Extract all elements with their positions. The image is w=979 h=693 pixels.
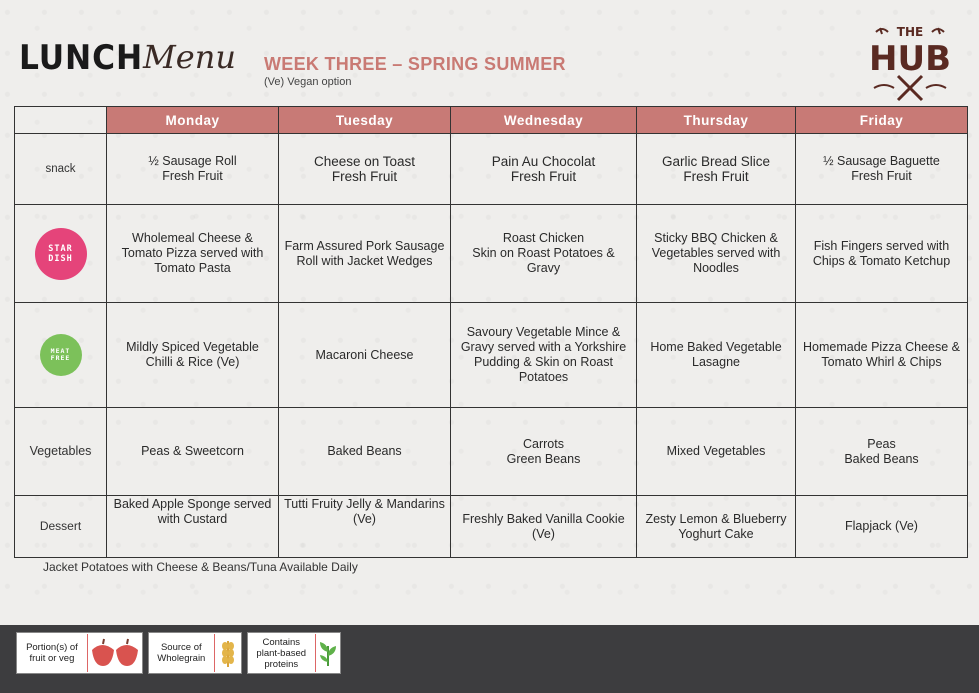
vegan-note: (Ve) Vegan option xyxy=(264,76,352,88)
jacket-potato-note: Jacket Potatoes with Cheese & Beans/Tuna Available Daily xyxy=(43,560,358,574)
meat-free-row xyxy=(15,303,968,408)
star-dish-row xyxy=(15,205,968,303)
snack-monday xyxy=(107,134,279,205)
cell-text: Cheese on Toast Fresh Fruit xyxy=(313,154,416,184)
snack-row xyxy=(15,134,968,205)
week-title: WEEK THREE – SPRING SUMMER xyxy=(264,54,566,74)
day-thursday: Thursday xyxy=(637,107,796,134)
star-thursday: Sticky BBQ Chicken & Vegetables served with Noodles xyxy=(637,205,796,303)
star-dish-badge xyxy=(35,228,87,280)
cell-text: ½ Sausage Baguette Fresh Fruit xyxy=(823,154,940,183)
day-header-row xyxy=(15,107,968,134)
dessert-thursday: Zesty Lemon & Blueberry Yoghurt Cake xyxy=(637,496,796,558)
key-plant-protein xyxy=(247,632,341,674)
day-tuesday: Tuesday xyxy=(279,107,451,134)
star-wednesday xyxy=(451,205,637,303)
meatfree-wednesday: Savoury Vegetable Mince & Gravy served with a Yorkshire Pudding & Skin on Roast Potatoes xyxy=(451,303,637,408)
key-label: Contains plant-based proteins xyxy=(256,636,307,670)
row-label-snack: snack xyxy=(15,134,107,205)
cell-text: Carrots Green Beans xyxy=(506,436,581,466)
vegetables-row xyxy=(15,408,968,496)
corner-cell xyxy=(15,107,107,134)
lunch-title: LUNCH xyxy=(19,38,144,78)
bottom-band xyxy=(0,625,979,693)
day-friday: Friday xyxy=(796,107,968,134)
svg-text:HUB: HUB xyxy=(869,39,951,79)
veg-friday xyxy=(796,408,968,496)
cell-text: Peas Baked Beans xyxy=(844,436,919,466)
dessert-friday: Flapjack (Ve) xyxy=(796,496,968,558)
meatfree-monday: Mildly Spiced Vegetable Chilli & Rice (Ve) xyxy=(107,303,279,408)
the-hub-logo xyxy=(866,18,954,106)
apple-icon xyxy=(87,634,142,672)
key-fruit-veg xyxy=(16,632,143,674)
key-label: Portion(s) of fruit or veg xyxy=(26,642,78,664)
leaf-icon xyxy=(315,634,340,672)
row-label-dessert: Dessert xyxy=(15,496,107,558)
cell-text: Roast Chicken Skin on Roast Potatoes & Gravy xyxy=(472,231,615,275)
snack-tuesday xyxy=(279,134,451,205)
veg-wednesday xyxy=(451,408,637,496)
meatfree-thursday: Home Baked Vegetable Lasagne xyxy=(637,303,796,408)
star-tuesday: Farm Assured Pork Sausage Roll with Jacket Wedges xyxy=(279,205,451,303)
veg-thursday: Mixed Vegetables xyxy=(637,408,796,496)
dessert-wednesday: Freshly Baked Vanilla Cookie (Ve) xyxy=(451,496,637,558)
dessert-tuesday: Tutti Fruity Jelly & Mandarins (Ve) xyxy=(279,496,451,558)
row-label-meat-free xyxy=(15,303,107,408)
badge-text: MEAT FREE xyxy=(50,347,71,362)
meatfree-tuesday: Macaroni Cheese xyxy=(279,303,451,408)
key-label: Source of Wholegrain xyxy=(157,642,206,664)
meatfree-friday: Homemade Pizza Cheese & Tomato Whirl & Chips xyxy=(796,303,968,408)
row-label-vegetables: Vegetables xyxy=(15,408,107,496)
cell-text: Garlic Bread Slice Fresh Fruit xyxy=(661,154,771,184)
veg-tuesday: Baked Beans xyxy=(279,408,451,496)
cell-text: Pain Au Chocolat Fresh Fruit xyxy=(491,154,596,184)
star-friday: Fish Fingers served with Chips & Tomato Ketchup xyxy=(796,205,968,303)
menu-table xyxy=(14,106,968,558)
dessert-row xyxy=(15,496,968,558)
snack-friday xyxy=(796,134,968,205)
veg-monday: Peas & Sweetcorn xyxy=(107,408,279,496)
key-wholegrain xyxy=(148,632,242,674)
snack-thursday xyxy=(637,134,796,205)
day-wednesday: Wednesday xyxy=(451,107,637,134)
star-monday: Wholemeal Cheese & Tomato Pizza served with Tomato Pasta xyxy=(107,205,279,303)
wheat-icon xyxy=(214,634,241,672)
svg-text:THE: THE xyxy=(896,25,924,39)
meat-free-badge xyxy=(40,334,82,376)
menu-script-title: Menu xyxy=(143,38,236,76)
day-monday: Monday xyxy=(107,107,279,134)
dessert-monday: Baked Apple Sponge served with Custard xyxy=(107,496,279,558)
snack-wednesday xyxy=(451,134,637,205)
row-label-star-dish xyxy=(15,205,107,303)
cell-text: ½ Sausage Roll Fresh Fruit xyxy=(148,154,237,183)
badge-text: STAR DISH xyxy=(48,243,73,264)
